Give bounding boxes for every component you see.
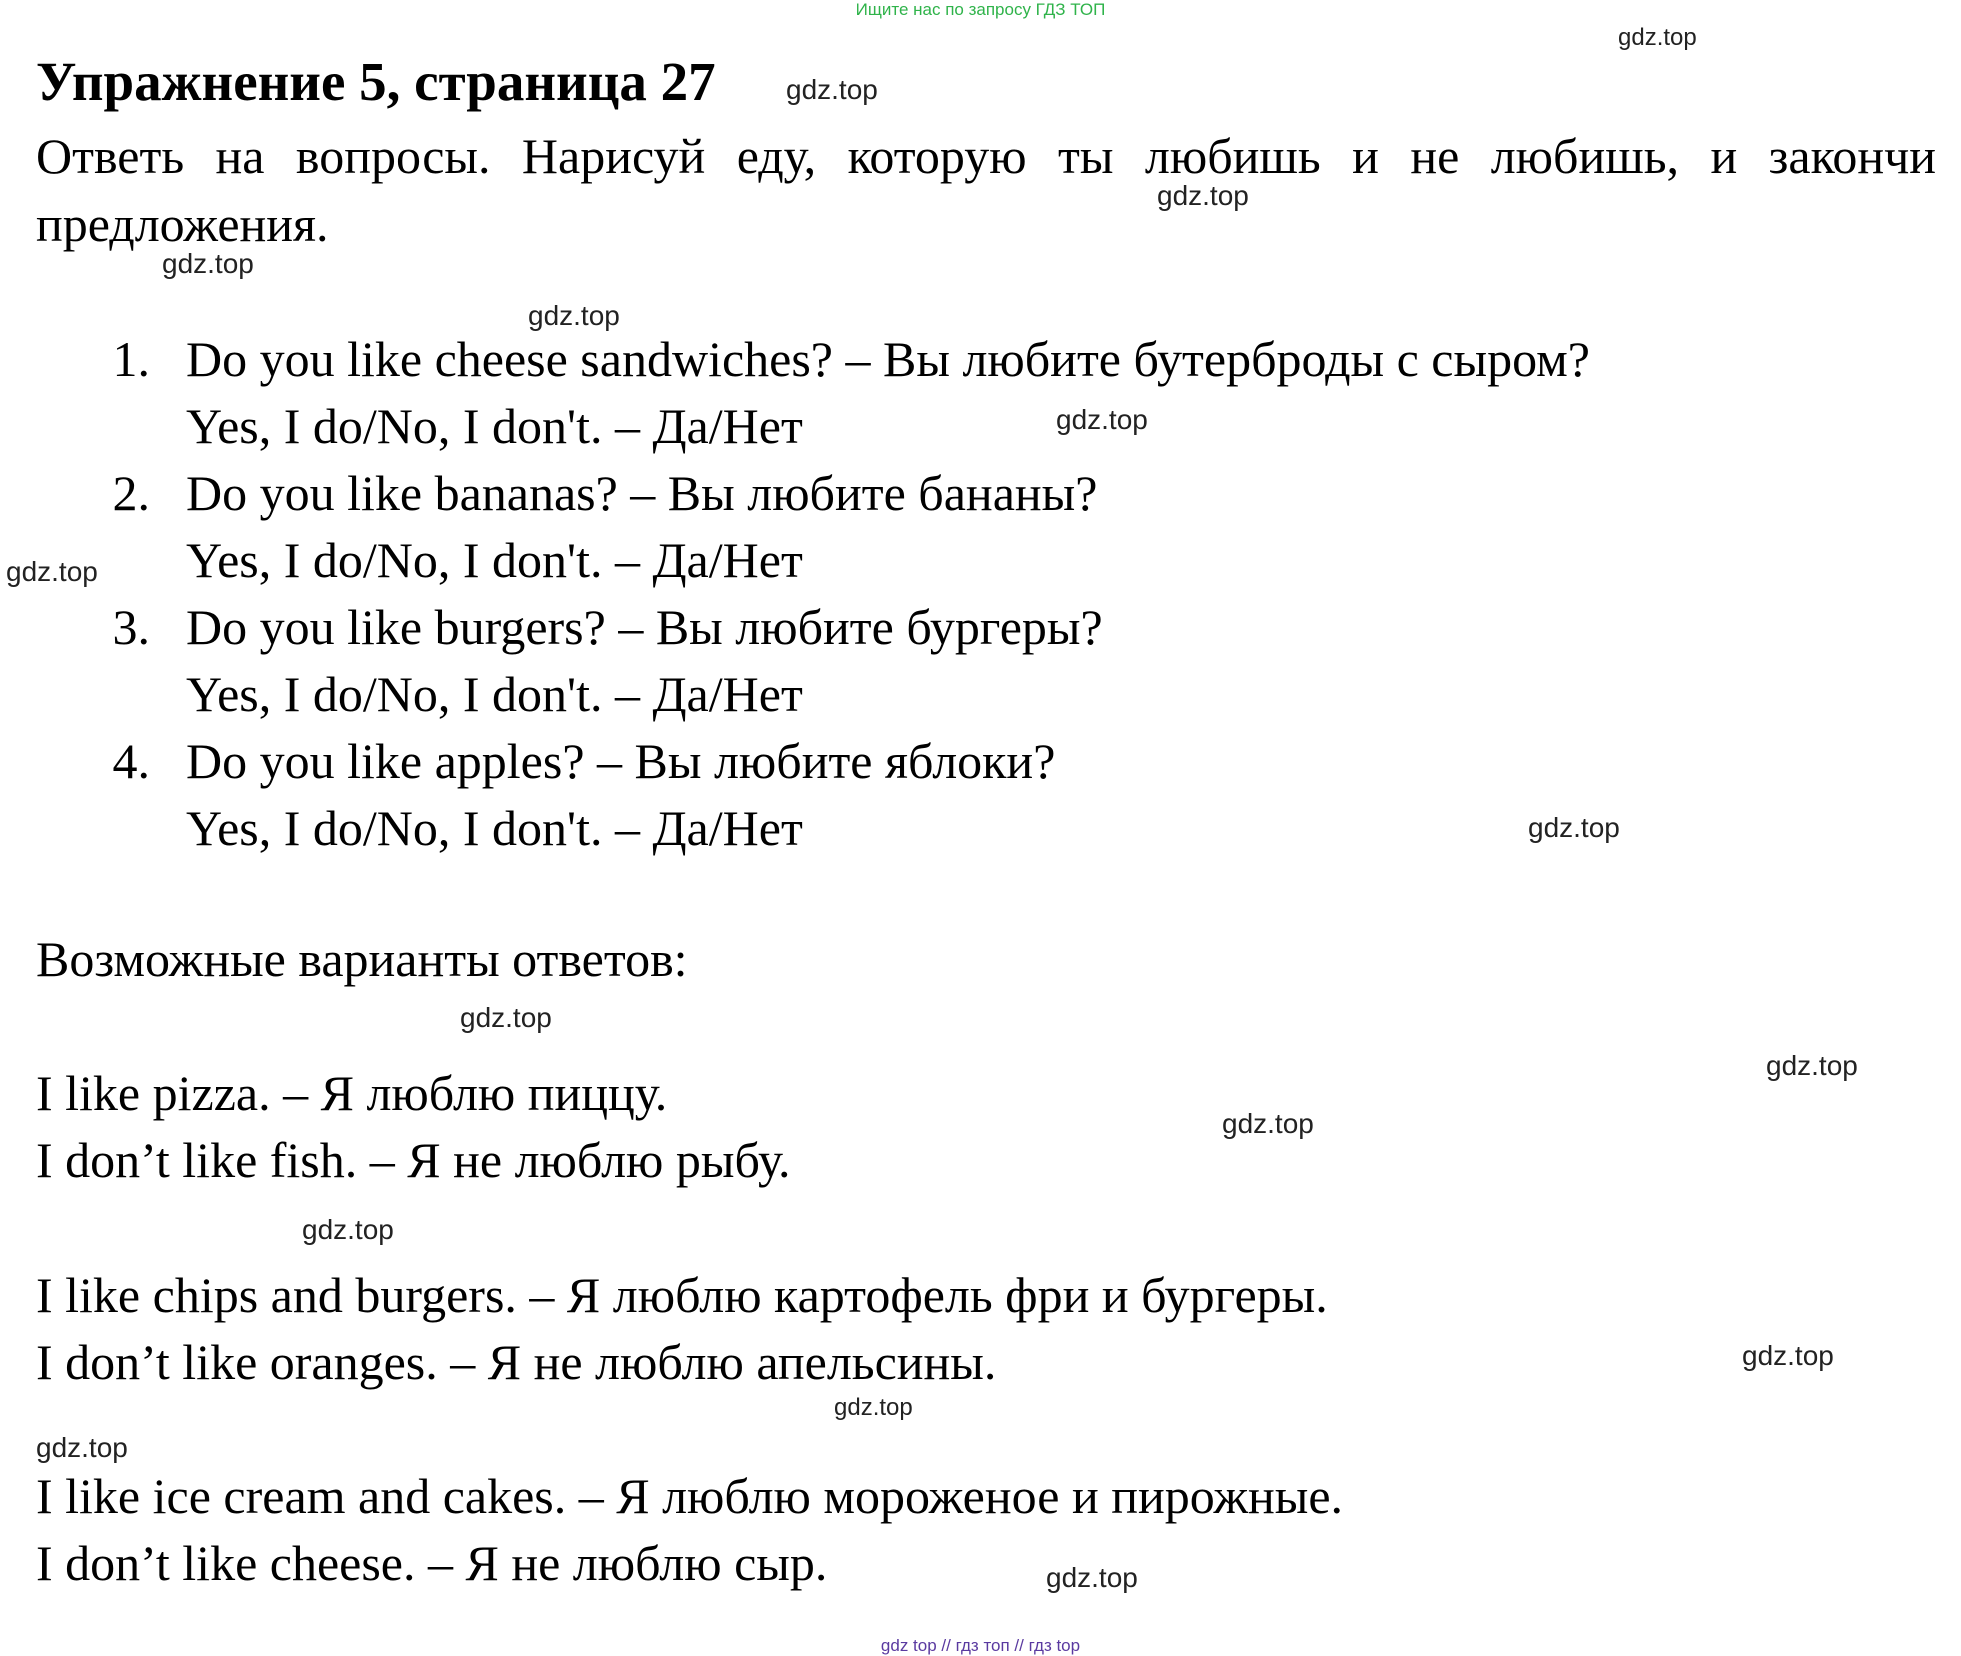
question-number: 2.	[112, 465, 150, 521]
question-number: 1.	[112, 331, 150, 387]
answer-text: Yes, I do/No, I don't. – Да/Нет	[186, 398, 803, 454]
watermark: gdz.top	[1222, 1108, 1314, 1139]
watermark: gdz.top	[1742, 1340, 1834, 1371]
watermark: gdz.top	[460, 1002, 552, 1033]
answer-line: I like pizza. – Я люблю пиццу.	[36, 1065, 668, 1121]
answer-line: I don’t like fish. – Я не люблю рыбу.	[36, 1132, 791, 1188]
question-text: Do you like apples? – Вы любите яблоки?	[186, 733, 1056, 789]
answer-line: I like chips and burgers. – Я люблю картофель фри и бургеры.	[36, 1267, 1328, 1323]
watermark: gdz.top	[1157, 180, 1249, 211]
question-text: Do you like cheese sandwiches? – Вы любите бутерброды с сыром?	[186, 331, 1590, 387]
question-text: Do you like burgers? – Вы любите бургеры?	[186, 599, 1103, 655]
answer-line: I don’t like cheese. – Я не люблю сыр.	[36, 1535, 828, 1591]
watermark: gdz.top	[6, 556, 98, 587]
answer-line: I don’t like oranges. – Я не люблю апельсины.	[36, 1334, 997, 1390]
bottom-banner: gdz top // гдз топ // гдз top	[880, 1636, 1081, 1655]
watermark: gdz.top	[1056, 404, 1148, 435]
answer-text: Yes, I do/No, I don't. – Да/Нет	[186, 800, 803, 856]
watermark: gdz.top	[1528, 812, 1620, 843]
question-number: 3.	[112, 599, 150, 655]
answer-line: I like ice cream and cakes. – Я люблю мороженое и пирожные.	[36, 1468, 1344, 1524]
watermark: gdz.top	[834, 1394, 913, 1421]
page-title: Упражнение 5, страница 27	[36, 51, 716, 112]
question-number: 4.	[112, 733, 150, 789]
watermark: gdz.top	[1046, 1562, 1138, 1593]
watermark: gdz.top	[786, 74, 878, 105]
watermark: gdz.top	[36, 1432, 128, 1463]
watermark: gdz.top	[1618, 24, 1697, 51]
watermark: gdz.top	[302, 1214, 394, 1245]
instruction-text: Ответь на вопросы. Нарисуй еду, которую ты любишь и не любишь, и закончи предложения.	[36, 128, 1936, 252]
answers-heading: Возможные варианты ответов:	[36, 931, 688, 987]
question-text: Do you like bananas? – Вы любите бананы?	[186, 465, 1098, 521]
answer-text: Yes, I do/No, I don't. – Да/Нет	[186, 666, 803, 722]
top-banner: Ищите нас по запросу ГДЗ ТОП	[855, 0, 1106, 19]
watermark: gdz.top	[1766, 1050, 1858, 1081]
watermark: gdz.top	[162, 248, 254, 279]
answer-text: Yes, I do/No, I don't. – Да/Нет	[186, 532, 803, 588]
watermark: gdz.top	[528, 300, 620, 331]
